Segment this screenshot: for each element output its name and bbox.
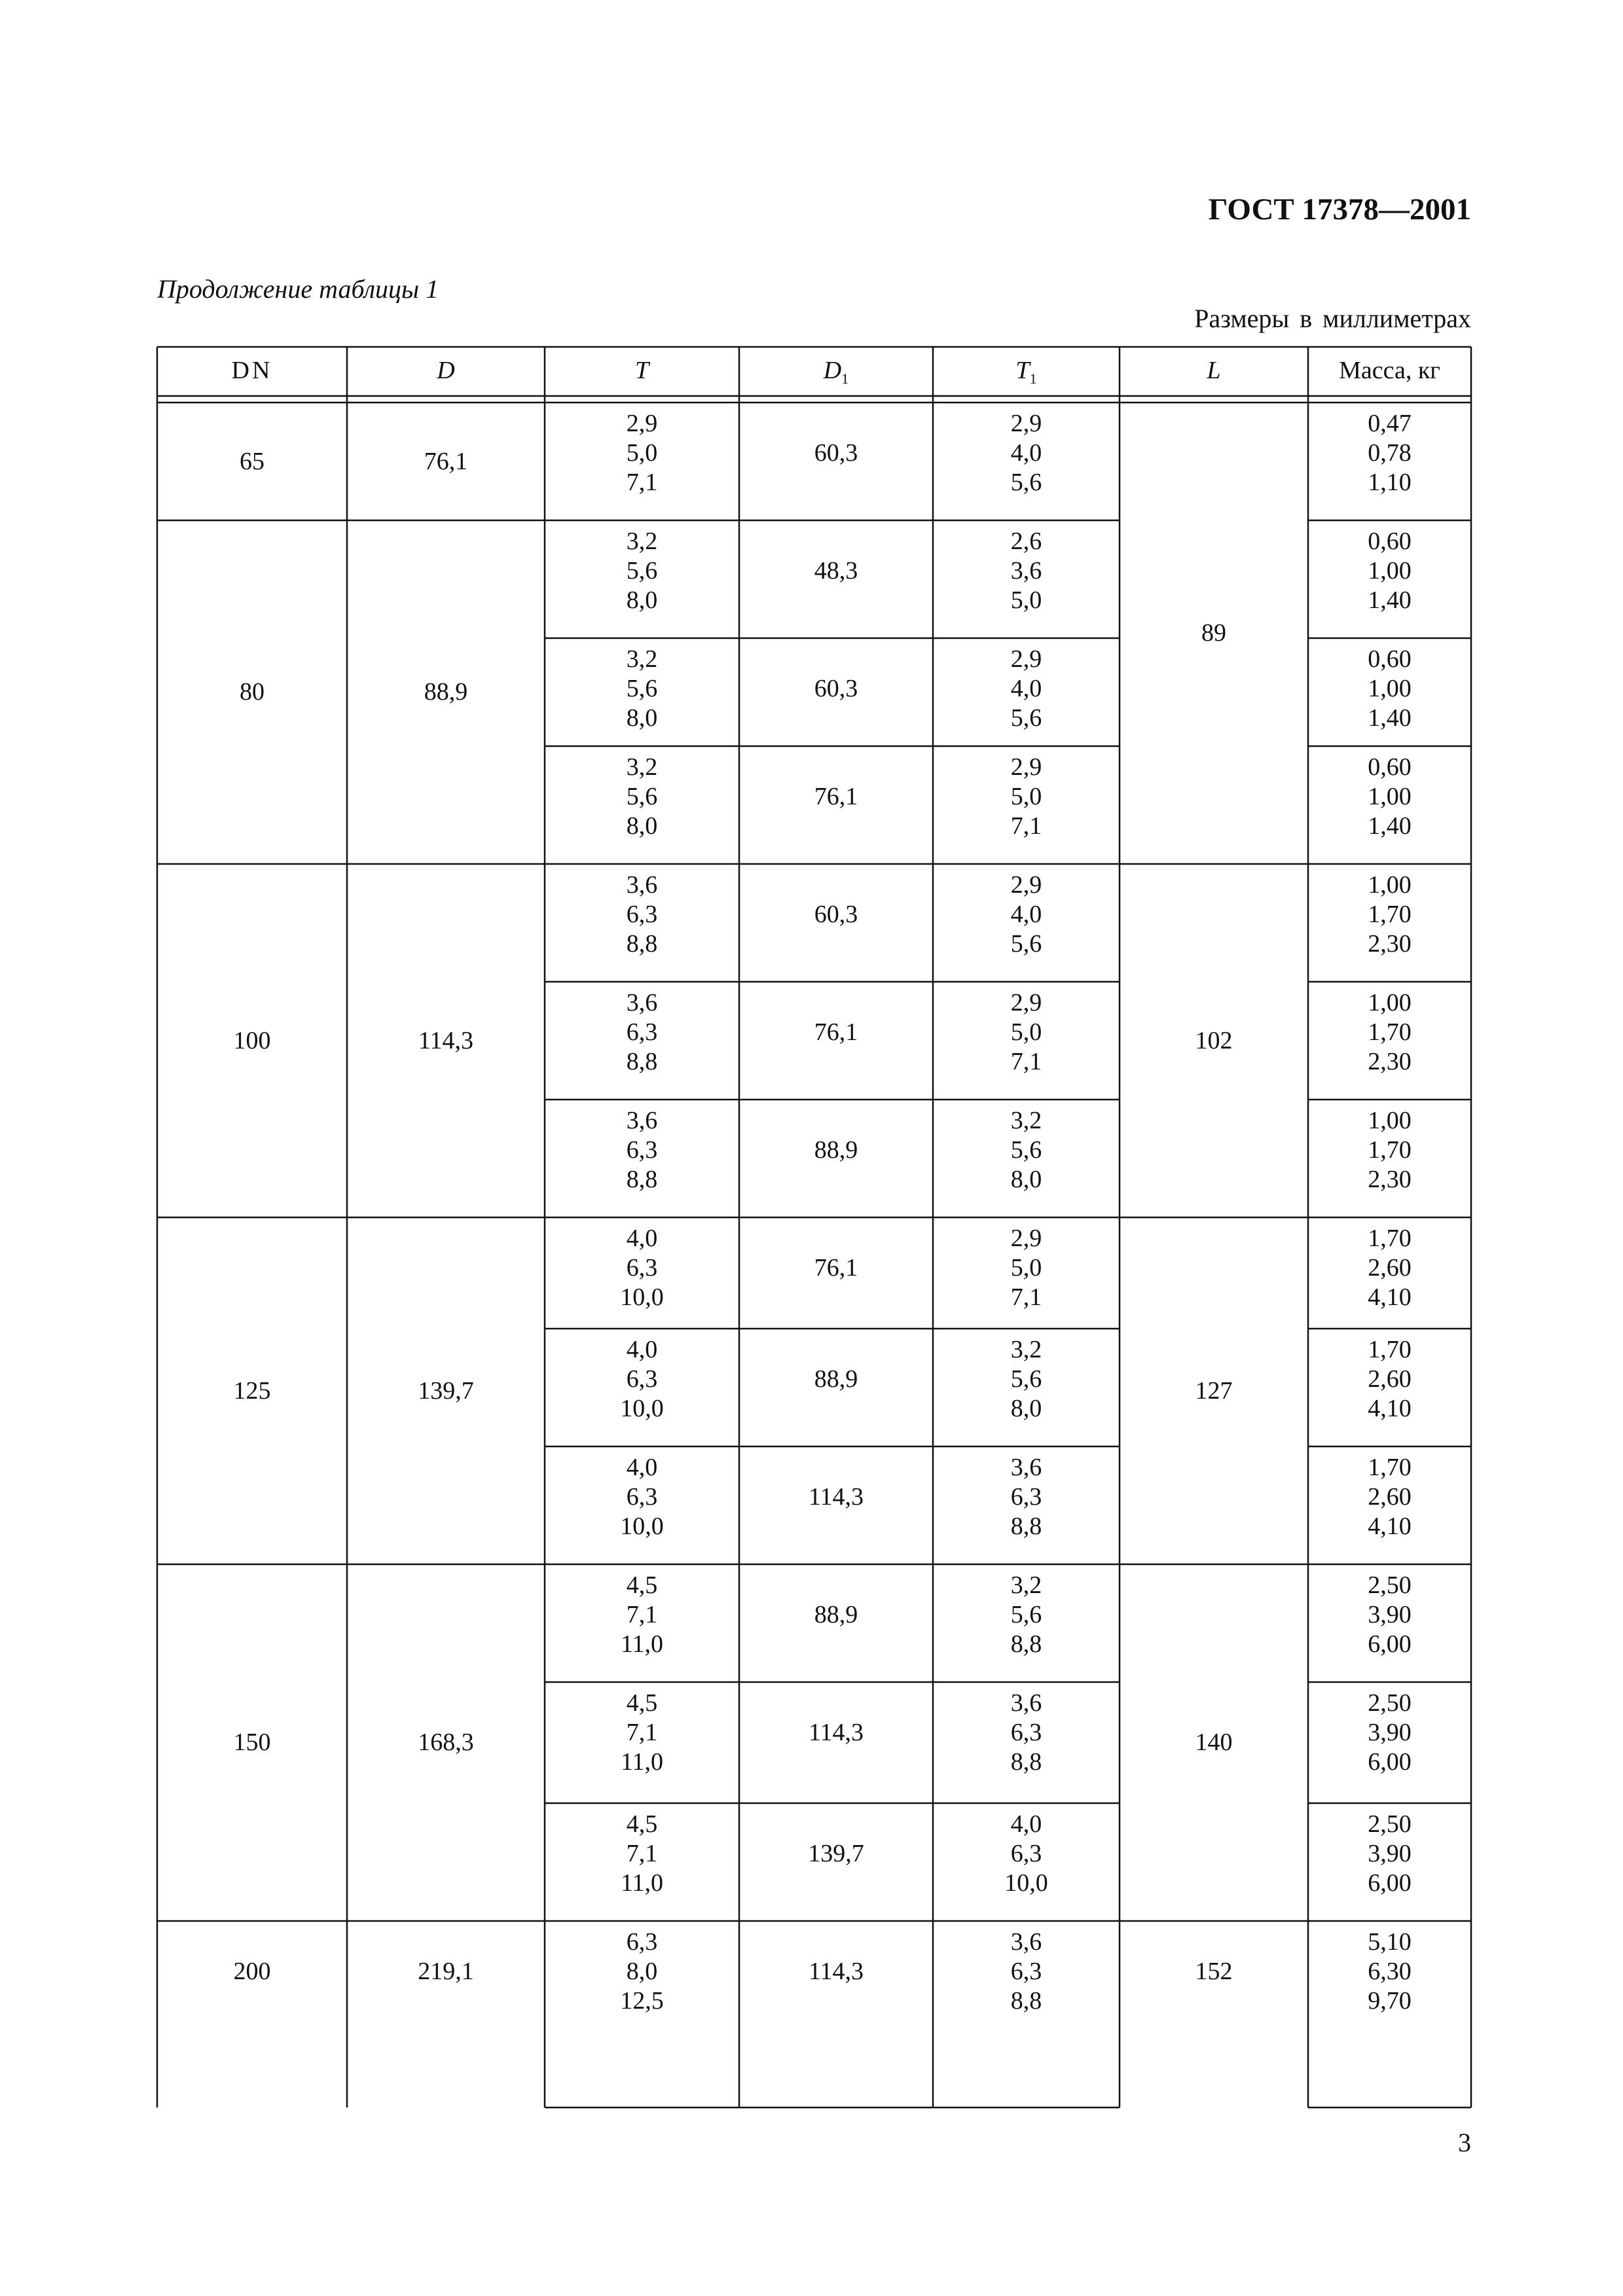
cell-d: 76,1 <box>424 447 468 475</box>
table-caption: Продолжение таблицы 1 <box>157 274 439 304</box>
header-t1: $T_1$ <box>1015 357 1037 387</box>
cell-t: 3,6 6,3 8,8 <box>626 989 658 1075</box>
page-number: 3 <box>1458 2128 1471 2157</box>
cell-t1: 2,9 4,0 5,6 <box>1010 645 1042 732</box>
cell-t: 3,2 5,6 8,0 <box>626 753 658 840</box>
cell-dn: 150 <box>233 1729 271 1756</box>
cell-d1: 139,7 <box>808 1840 864 1867</box>
header-l: L <box>1207 357 1221 384</box>
cell-d1: 48,3 <box>814 557 858 584</box>
cell-t: 4,0 6,3 10,0 <box>620 1454 664 1540</box>
cell-mass: 1,00 1,70 2,30 <box>1368 1107 1412 1193</box>
cell-d: 168,3 <box>418 1729 474 1756</box>
cell-dn: 200 <box>233 1958 271 1985</box>
header-mass: Масса, кг <box>1339 357 1440 384</box>
cell-d1: 88,9 <box>814 1601 858 1628</box>
cell-mass: 1,00 1,70 2,30 <box>1368 871 1412 958</box>
cell-t: 3,6 6,3 8,8 <box>626 871 658 958</box>
cell-t: 3,2 5,6 8,0 <box>626 645 658 732</box>
cell-t1: 3,2 5,6 8,8 <box>1010 1571 1042 1658</box>
cell-l: 89 <box>1201 619 1226 647</box>
cell-d1: 60,3 <box>814 439 858 467</box>
cell-d1: 76,1 <box>814 783 858 810</box>
header-t: T <box>634 357 649 384</box>
cell-l: 102 <box>1195 1026 1233 1054</box>
cell-t1: 2,9 5,0 7,1 <box>1010 753 1042 840</box>
cell-mass: 2,50 3,90 6,00 <box>1368 1571 1412 1658</box>
cell-t1: 2,6 3,6 5,0 <box>1010 528 1042 614</box>
cell-mass: 1,00 1,70 2,30 <box>1368 989 1412 1075</box>
cell-t1: 4,0 6,3 10,0 <box>1004 1810 1048 1897</box>
cell-mass: 2,50 3,90 6,00 <box>1368 1689 1412 1776</box>
cell-t: 3,6 6,3 8,8 <box>626 1107 658 1193</box>
cell-t1: 3,6 6,3 8,8 <box>1010 1689 1042 1776</box>
document-header: ГОСТ 17378—2001 <box>1208 192 1471 226</box>
cell-t1: 3,6 6,3 8,8 <box>1010 1454 1042 1540</box>
units-note: Размеры в миллиметрах <box>1194 304 1471 333</box>
cell-l: 140 <box>1195 1729 1233 1756</box>
cell-mass: 2,50 3,90 6,00 <box>1368 1810 1412 1897</box>
cell-dn: 100 <box>233 1026 271 1054</box>
header-t1-subscript: 1 <box>1029 370 1037 387</box>
cell-d1: 76,1 <box>814 1254 858 1282</box>
header-d: D <box>437 357 455 384</box>
cell-dn: 125 <box>233 1376 271 1405</box>
cell-t1: 3,2 5,6 8,0 <box>1010 1107 1042 1193</box>
cell-d1: 114,3 <box>808 1958 864 1985</box>
cell-mass: 0,60 1,00 1,40 <box>1368 645 1412 732</box>
cell-t1: 3,2 5,6 8,0 <box>1010 1336 1042 1422</box>
cell-mass: 0,47 0,78 1,10 <box>1368 410 1412 496</box>
cell-mass: 0,60 1,00 1,40 <box>1368 528 1412 614</box>
header-d1-subscript: 1 <box>841 370 849 387</box>
cell-d: 139,7 <box>418 1376 474 1405</box>
cell-d1: 88,9 <box>814 1365 858 1393</box>
cell-t: 4,0 6,3 10,0 <box>620 1225 664 1311</box>
cell-mass: 0,60 1,00 1,40 <box>1368 753 1412 840</box>
cell-d1: 60,3 <box>814 675 858 702</box>
cell-t: 3,2 5,6 8,0 <box>626 528 658 614</box>
cell-t: 4,5 7,1 11,0 <box>620 1571 664 1658</box>
cell-d: 219,1 <box>418 1958 474 1985</box>
header-d1: $D_1$ <box>823 357 849 387</box>
cell-t1: 2,9 5,0 7,1 <box>1010 989 1042 1075</box>
cell-d1: 114,3 <box>808 1483 864 1511</box>
cell-dn: 80 <box>240 678 264 706</box>
header-dn: DN <box>231 357 273 384</box>
cell-d1: 88,9 <box>814 1136 858 1164</box>
cell-t1: 3,6 6,3 8,8 <box>1010 1928 1042 2015</box>
cell-mass: 1,70 2,60 4,10 <box>1368 1225 1412 1311</box>
cell-t: 2,9 5,0 7,1 <box>626 410 658 496</box>
cell-d1: 60,3 <box>814 901 858 928</box>
cell-t1: 2,9 4,0 5,6 <box>1010 871 1042 958</box>
cell-t1: 2,9 4,0 5,6 <box>1010 410 1042 496</box>
cell-t: 6,3 8,0 12,5 <box>620 1928 664 2015</box>
cell-d: 88,9 <box>424 678 468 706</box>
cell-l: 152 <box>1195 1958 1233 1985</box>
cell-t: 4,5 7,1 11,0 <box>620 1689 664 1776</box>
cell-t: 4,5 7,1 11,0 <box>620 1810 664 1897</box>
cell-d: 114,3 <box>418 1026 474 1054</box>
cell-mass: 5,10 6,30 9,70 <box>1368 1928 1412 2015</box>
cell-dn: 65 <box>240 447 264 475</box>
cell-d1: 76,1 <box>814 1018 858 1046</box>
cell-t: 4,0 6,3 10,0 <box>620 1336 664 1422</box>
dimensions-table <box>157 347 1471 2108</box>
cell-l: 127 <box>1195 1376 1233 1405</box>
cell-mass: 1,70 2,60 4,10 <box>1368 1336 1412 1422</box>
cell-t1: 2,9 5,0 7,1 <box>1010 1225 1042 1311</box>
cell-d1: 114,3 <box>808 1719 864 1746</box>
cell-mass: 1,70 2,60 4,10 <box>1368 1454 1412 1540</box>
